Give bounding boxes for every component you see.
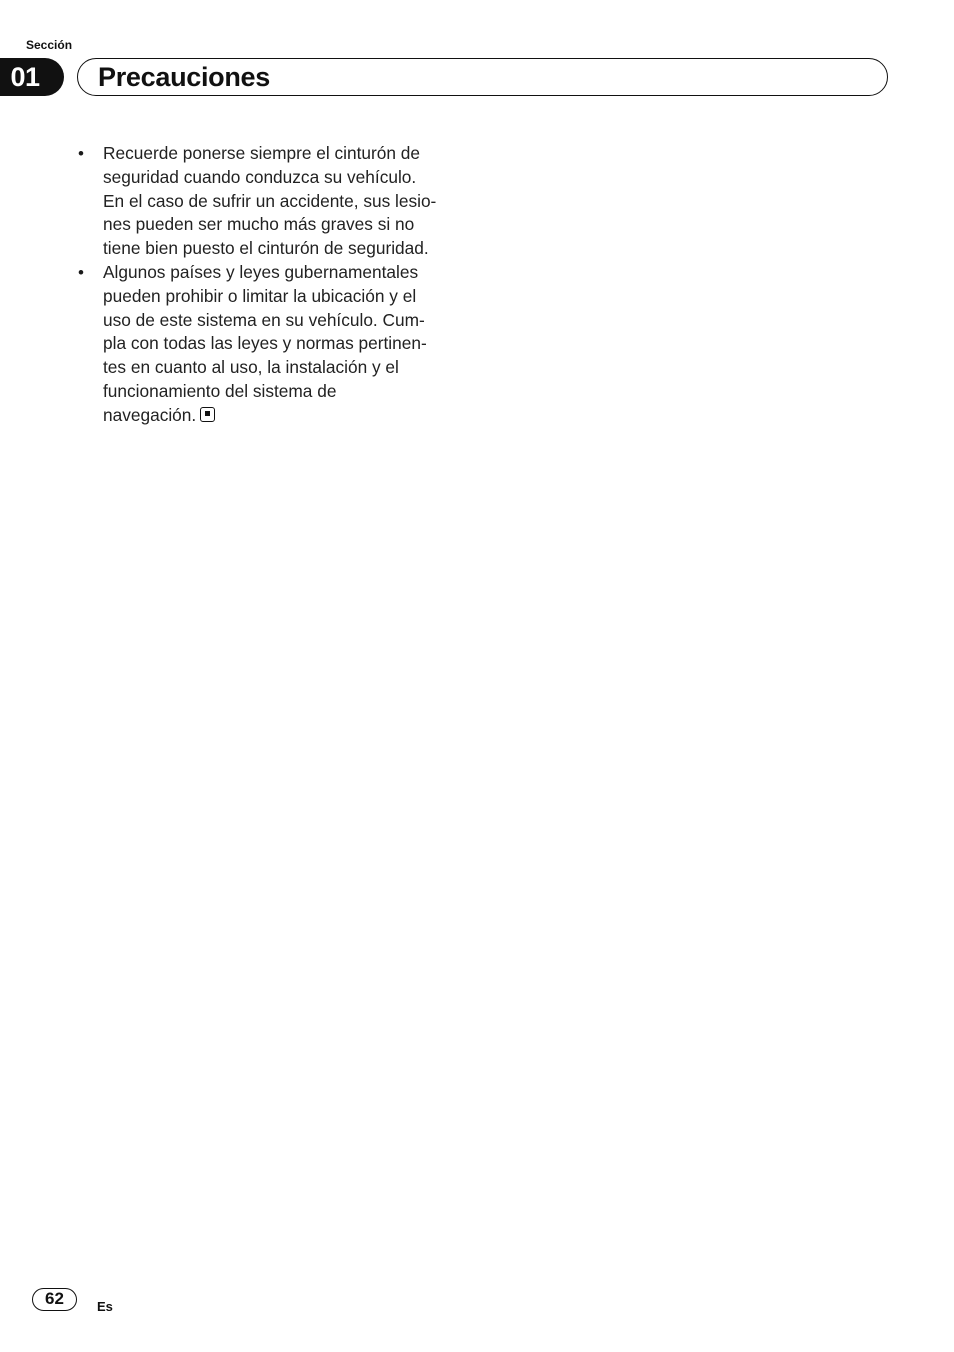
text-line: Recuerde ponerse siempre el cinturón de [103, 143, 421, 163]
end-of-section-icon [200, 407, 215, 422]
text-line: pueden prohibir o limitar la ubicación y el [103, 285, 417, 306]
page-title: Precauciones [98, 62, 270, 92]
text-line: pla con todas las leyes y normas pertinen- [103, 333, 427, 354]
text-line: funcionamiento del sistema de [103, 380, 337, 401]
text-line: tes en cuanto al uso, la instalación y el [103, 357, 399, 378]
section-number-tab [0, 58, 64, 96]
text-line: navegación. [103, 404, 197, 425]
list-item [78, 261, 478, 428]
text-line: nes pueden ser mucho más graves si no [103, 214, 415, 235]
text-line: seguridad cuando conduzca su vehículo. [103, 166, 417, 187]
text-line: tiene bien puesto el cinturón de seguridad. [103, 238, 429, 259]
text-line: Algunos países y leyes gubernamentales [103, 261, 419, 282]
page-number: 62 [32, 1288, 77, 1311]
bullet-dot: • [78, 262, 84, 282]
bullet-dot: • [78, 144, 84, 163]
text-line: En el caso de sufrir un accidente, sus lesio- [103, 190, 437, 211]
text-line-last [103, 404, 478, 428]
precautions-list [78, 142, 478, 428]
section-label: Sección [26, 38, 73, 52]
section-number: 01 [10, 62, 40, 92]
list-item [78, 142, 478, 261]
title-bar [77, 58, 888, 96]
language-code: Es [97, 1299, 113, 1314]
text-line: uso de este sistema en su vehículo. Cum- [103, 309, 425, 330]
